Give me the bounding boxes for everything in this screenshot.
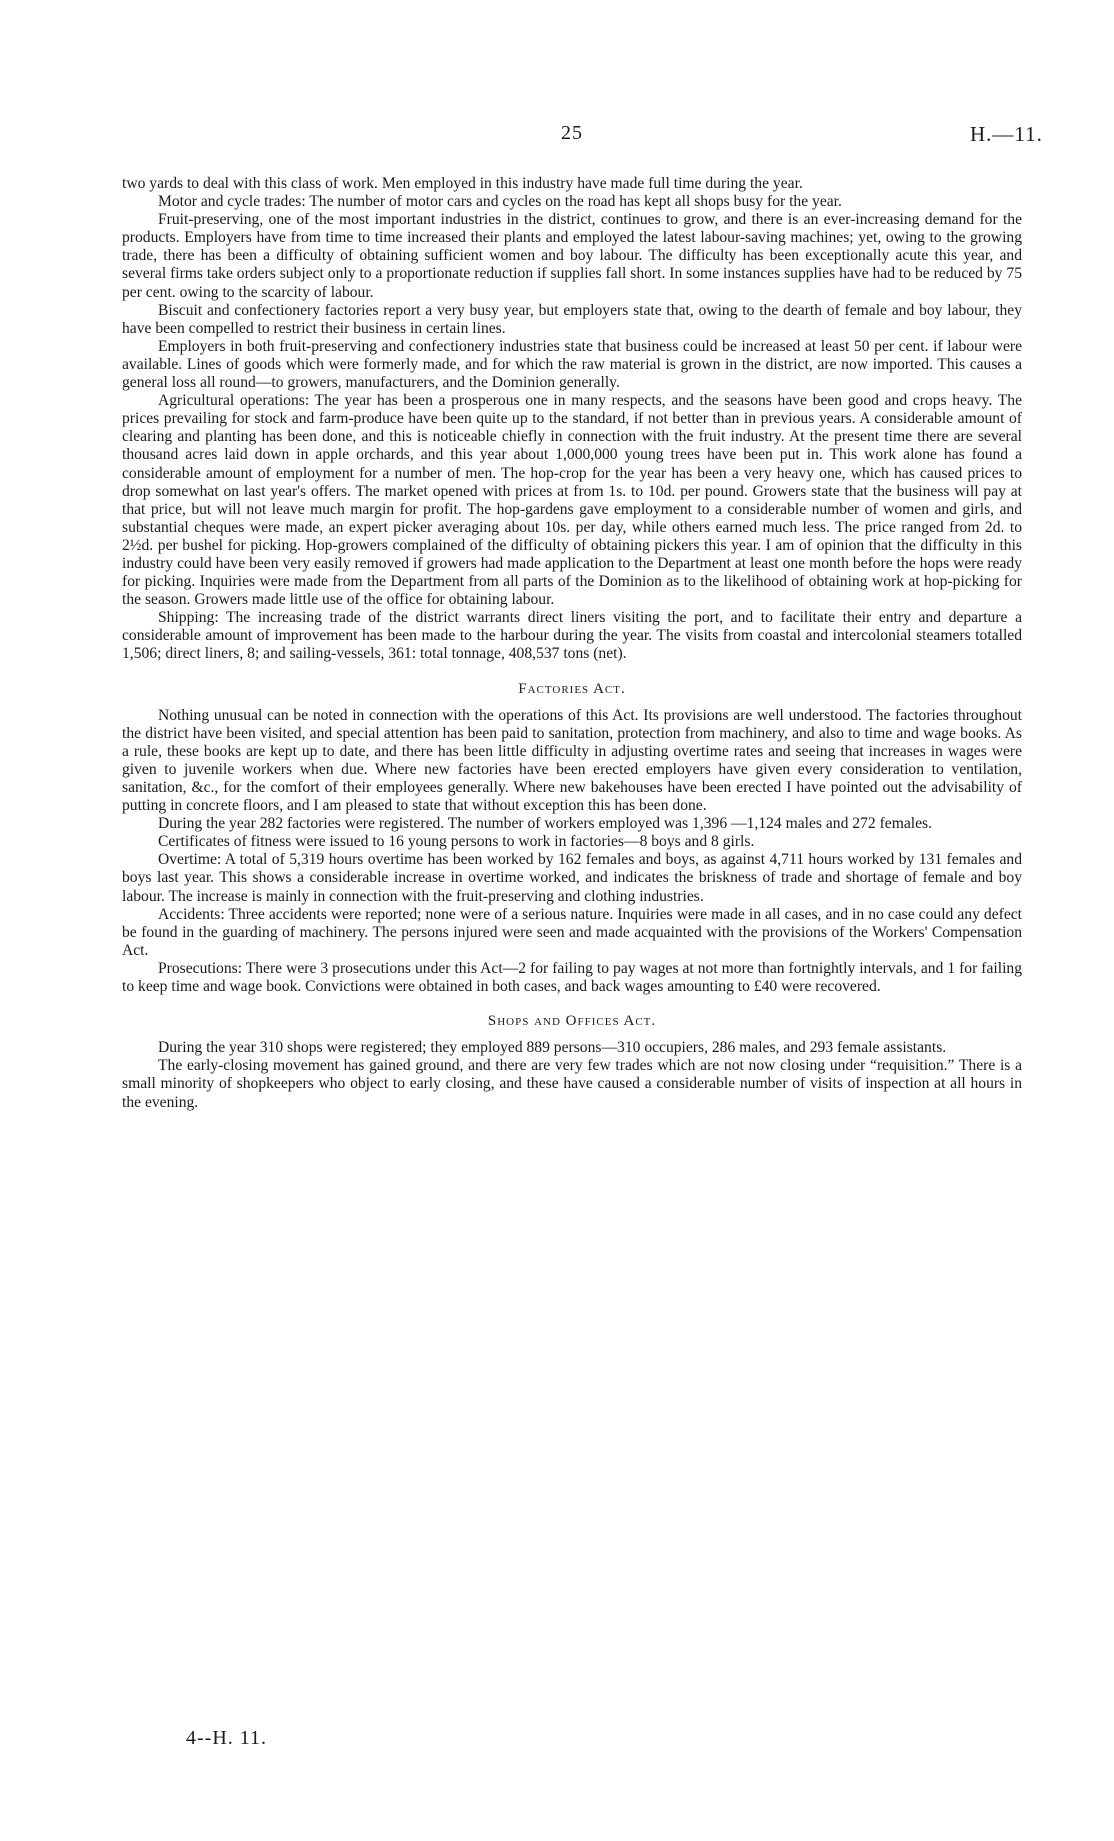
paragraph-prosecutions: Prosecutions: There were 3 prosecutions under this Act—2 for failing to pay wages at not more than fortnightly intervals, and 1 for failing to keep time and wage book. Convictions were obtained in both cases, and back wages amounting to £40 were recovered. [122, 959, 1022, 996]
paragraph-biscuit-confectionery: Biscuit and confectionery factories report a very busy year, but employers state that, owing to the dearth of female and boy labour, they have been compelled to restrict their business in certain lines. [122, 301, 1022, 337]
paragraph-employers-industries: Employers in both fruit-preserving and confectionery industries state that business could be increased at least 50 per cent. if labour were available. Lines of goods which were formerly made, and for which the raw material is grown in the district, are now imported. This causes a general loss all round—to growers, manufacturers, and the Dominion generally. [122, 337, 1022, 392]
paragraph-early-closing: The early-closing movement has gained ground, and there are very few trades which are not now closing under “requisition.” There is a small minority of shopkeepers who object to early closing, and these have caused a considerable number of visits of inspection at all hours in the evening. [122, 1057, 1022, 1111]
paragraph-continuation: two yards to deal with this class of work. Men employed in this industry have made full time during the year. [122, 175, 803, 192]
paragraph-motor-cycle-trades: Motor and cycle trades: The number of motor cars and cycles on the road has kept all shops busy for the year. [158, 193, 842, 211]
paragraph-shipping: Shipping: The increasing trade of the district warrants direct liners visiting the port, and to facilitate their entry and departure a considerable amount of improvement has been made to the harbour during the year. The visits from coastal and intercolonial steamers totalled 1,506; direct liners, 8; and sailing-vessels, 361: total tonnage, 408,537 tons (net). [122, 609, 1022, 663]
document-body [122, 175, 1022, 1112]
paragraph-agricultural-operations: Agricultural operations: The year has been a prosperous one in many respects, and the seasons have been good and crops heavy. The prices prevailing for stock and farm-produce have been quite up to the standard, if not better than in previous years. A considerable amount of clearing and planting has been done, and this is noticeable chiefly in connection with the fruit industry. At the present time there are several thousand acres laid down in apple orchards, and this year about 1,000,000 young trees have been put in. This work alone has found a considerable amount of employment for a number of men. The hop-crop for the year has been a very heavy one, which has caused prices to drop somewhat on last year's offers. The market opened with prices at from 1s. to 10d. per pound. Growers state that the business will pay at that price, but will not leave much margin for profit. The hop-gardens gave employment to a considerable number of women and girls, and substantial cheques were made, an expert picker averaging about 10s. per day, while others earned much less. The price ranged from 2d. to 2½d. per bushel for picking. Hop-growers complained of the difficulty of obtaining pickers this year. I am of opinion that the difficulty in this industry could have been very easily removed if growers had made application to the Department at least one month before the hops were ready for picking. Inquiries were made from the Department from all parts of the Dominion as to the likelihood of obtaining work at hop-picking for the season. Growers made little use of the office for obtaining labour. [122, 392, 1022, 609]
document-reference: H.—11. [970, 122, 1043, 146]
signature-mark: 4--H. 11. [186, 1727, 268, 1749]
page-header [0, 122, 1114, 152]
paragraph-accidents: Accidents: Three accidents were reported; none were of a serious nature. Inquiries were made in all cases, and in no case could any defect be found in the guarding of machinery. The persons injured were seen and made acquainted with the provisions of the Workers' Compensation Act. [122, 905, 1022, 959]
paragraph-overtime: Overtime: A total of 5,319 hours overtime has been worked by 162 females and boys, as against 4,711 hours worked by 131 females and boys last year. This shows a considerable increase in overtime worked, and indicates the briskness of trade and shortage of female and boy labour. The increase is mainly in connection with the fruit-preserving and clothing industries. [122, 851, 1022, 905]
page-number: 25 [561, 122, 583, 144]
factories-act-heading: Factories Act. [518, 680, 626, 697]
paragraph-factories-registered: During the year 282 factories were registered. The number of workers employed was 1,396 —1,124 males and 272 females. [158, 815, 932, 833]
paragraph-factories-overview: Nothing unusual can be noted in connection with the operations of this Act. Its provisions are well understood. The factories throughout the district have been visited, and special attention has been paid to sanitation, protection from machinery, and also to time and wage books. As a rule, these books are kept up to date, and there has been little difficulty in adjusting overtime rates and seeing that increases in wages were given to juvenile workers when due. Where new factories have been erected employers have given every consideration to ventilation, sanitation, &c., for the comfort of their employees generally. Where new bakehouses have been erected I have pointed out the advisability of putting in concrete floors, and I am pleased to state that without exception this has been done. [122, 706, 1022, 815]
shops-offices-act-heading: Shops and Offices Act. [487, 1013, 657, 1030]
paragraph-certificates-fitness: Certificates of fitness were issued to 16 young persons to work in factories—8 boys and 8 girls. [158, 833, 755, 851]
paragraph-shops-registered: During the year 310 shops were registered; they employed 889 persons—310 occupiers, 286 males, and 293 female assistants. [158, 1039, 947, 1057]
paragraph-fruit-preserving: Fruit-preserving, one of the most important industries in the district, continues to grow, and there is an ever-increasing demand for the products. Employers have from time to time increased their plants and employed the latest labour-saving machines; yet, owing to the growing trade, there has been a difficulty of obtaining sufficient women and boy labour. The difficulty has been exceptionally acute this year, and several firms take orders subject only to a proportionate reduction if supplies fall short. In some instances supplies have had to be reduced by 75 per cent. owing to the scarcity of labour. [122, 211, 1022, 301]
